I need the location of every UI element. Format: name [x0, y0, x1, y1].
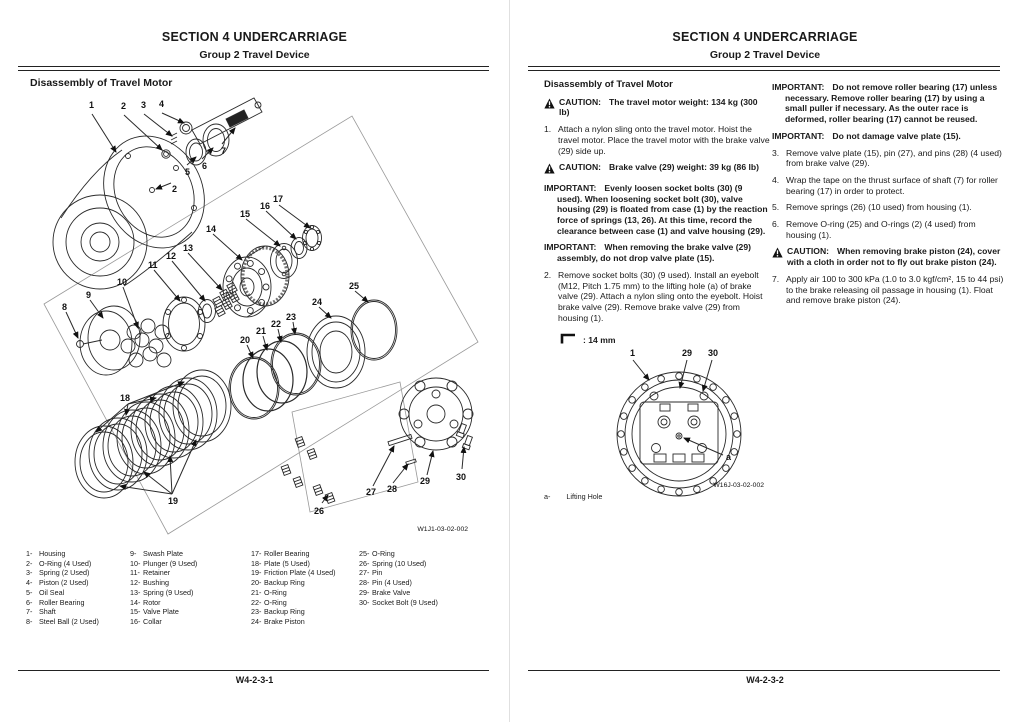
figure-label: 3: [141, 100, 147, 110]
footer-rule: [528, 670, 1000, 671]
part-row: [26, 568, 128, 578]
part-row: [26, 559, 128, 569]
part-number: 25-: [359, 549, 370, 558]
part-name: Roller Bearing: [39, 597, 85, 607]
diagram-linework: [44, 98, 478, 534]
figure-label: 18: [120, 393, 131, 403]
brake-valve-diagram: [576, 344, 808, 514]
step-number: 6.: [772, 219, 780, 230]
warning-triangle-icon: [544, 163, 555, 177]
page-title: Disassembly of Travel Motor: [30, 77, 173, 89]
part-row: [130, 578, 248, 588]
step-text: Wrap the tape on the thrust surface of shaft (7) for roller bearing (17) in order to protect.: [786, 174, 998, 196]
caution-note: [772, 246, 1008, 267]
part-number: 6-: [26, 597, 33, 607]
part-name: Socket Bolt (9 Used): [372, 597, 438, 607]
figure-label: 29: [420, 476, 431, 486]
figure-label: 16: [260, 201, 271, 211]
part-row: [26, 617, 128, 627]
header-section: SECTION 4 UNDERCARRIAGE: [672, 30, 858, 44]
part-number: 18-: [251, 558, 262, 568]
footer-rule: [18, 670, 489, 671]
part-number: 11-: [130, 568, 140, 578]
figure-label: 20: [240, 335, 251, 345]
parts-list-col3: [251, 549, 357, 627]
part-name: Housing: [39, 549, 66, 558]
part-number: 10-: [130, 558, 141, 568]
important-text: Do not remove roller bearing (17) unless necessary. Remove roller bearing (17) by using a small puller if necessary. As the outer race is deformed, roller bearing (17) cannot be reused.: [785, 82, 998, 125]
part-number: 16-: [130, 616, 141, 626]
figure-caption: W1J1-03-02-002: [417, 526, 468, 533]
figure-label: 1: [89, 100, 95, 110]
step-text: Remove socket bolts (30) (9 used). Install an eyebolt (M12, Pitch 1.75 mm) to the lifting hole (a) of brake valve (29). Attach a nylon sling onto the eyebolt. Hoist brake valve (29). Remove brake valve (29) from housing (1).: [558, 269, 763, 323]
part-name: Pin (4 Used): [372, 578, 412, 588]
legend-label: Lifting Hole: [566, 492, 603, 501]
header-group: Group 2 Travel Device: [199, 49, 310, 61]
part-number: 1-: [26, 549, 33, 558]
part-number: 2-: [26, 558, 33, 568]
step-number: 2.: [544, 269, 552, 280]
part-row: [130, 549, 248, 559]
caution-note: [544, 97, 770, 118]
important-text: Do not damage valve plate (15).: [832, 130, 961, 141]
part-number: 12-: [130, 578, 141, 588]
step-item: [772, 219, 1008, 240]
figure-label: a: [726, 452, 732, 462]
figure-label: 14: [206, 224, 217, 234]
part-row: [251, 578, 357, 588]
part-row: [26, 598, 128, 608]
part-row: [130, 598, 248, 608]
part-name: Bushing: [143, 578, 169, 588]
footer-page-number: W4-2-3-1: [235, 675, 274, 685]
figure-label: 28: [387, 484, 398, 494]
part-row: [26, 549, 128, 559]
header-rule: [18, 66, 489, 71]
part-row: [359, 578, 485, 588]
parts-list-col1: [26, 549, 128, 627]
part-name: Oil Seal: [39, 587, 65, 597]
part-row: [359, 549, 485, 559]
part-number: 21-: [251, 587, 262, 597]
step-item: [544, 124, 770, 156]
step-number: 1.: [544, 124, 552, 135]
part-number: 7-: [26, 607, 33, 617]
part-name: Plunger (9 Used): [143, 558, 198, 568]
part-row: [359, 559, 485, 569]
footer-page-number: W4-2-3-2: [746, 675, 784, 685]
part-name: Spring (10 Used): [372, 558, 427, 568]
part-name: Steel Ball (2 Used): [39, 616, 99, 626]
part-name: Plate (5 Used): [264, 558, 310, 568]
part-name: Piston (2 Used): [39, 578, 89, 588]
part-row: [26, 607, 128, 617]
tool-spec-text: : 14 mm: [583, 334, 616, 345]
part-number: 8-: [26, 616, 33, 626]
part-name: Backup Ring: [264, 607, 305, 617]
part-name: Friction Plate (4 Used): [264, 568, 336, 578]
part-name: O-Ring: [264, 587, 287, 597]
part-row: [130, 568, 248, 578]
part-name: Spring (2 Used): [39, 568, 90, 578]
caution-text-wrap: [559, 97, 770, 118]
figure-label: 23: [286, 312, 297, 322]
exploded-diagram: [16, 90, 494, 548]
caution-text-wrap: [559, 162, 759, 177]
step-number: 5.: [772, 202, 780, 213]
step-item: [772, 148, 1008, 169]
part-number: 26-: [359, 558, 370, 568]
part-number: 4-: [26, 578, 33, 588]
part-name: Brake Piston: [264, 616, 305, 626]
part-number: 3-: [26, 568, 33, 578]
part-name: Valve Plate: [143, 607, 179, 617]
step-text: Remove O-ring (25) and O-rings (2) (4 used) from housing (1).: [786, 219, 976, 240]
step-text: Attach a nylon sling onto the travel motor. Hoist the travel motor. Place the travel motor with the brake valve (29) side up.: [558, 124, 770, 156]
caution-label: CAUTION:: [787, 246, 830, 257]
part-number: 24-: [251, 616, 262, 626]
figure-label: 1: [630, 348, 636, 358]
step-number: 4.: [772, 174, 780, 185]
part-row: [130, 617, 248, 627]
header-section: SECTION 4 UNDERCARRIAGE: [161, 30, 348, 44]
part-row: [130, 588, 248, 598]
step-item: [772, 274, 1008, 306]
figure-label: 4: [159, 99, 165, 109]
important-label: IMPORTANT:: [544, 182, 597, 193]
part-name: Rotor: [143, 597, 161, 607]
part-number: 22-: [251, 597, 262, 607]
page-left: [0, 0, 509, 722]
important-note: [544, 183, 770, 237]
figure-label: 12: [166, 251, 177, 261]
part-row: [251, 549, 357, 559]
caution-label: CAUTION:: [559, 162, 602, 173]
important-label: IMPORTANT:: [772, 130, 825, 141]
part-name: Retainer: [143, 568, 171, 578]
part-number: 23-: [251, 607, 262, 617]
part-number: 9-: [130, 549, 137, 558]
figure-label: 11: [148, 260, 158, 270]
figure-caption: W16J-03-02-002: [713, 482, 764, 489]
warning-triangle-icon: [544, 98, 555, 118]
parts-list-col4: [359, 549, 485, 607]
figure-label: 2: [121, 101, 127, 111]
caution-text-wrap: [787, 246, 1008, 267]
important-text: When removing the brake valve (29) assembly, do not drop valve plate (15).: [557, 242, 751, 264]
figure-label: 29: [682, 348, 693, 358]
part-row: [359, 598, 485, 608]
part-name: Pin: [372, 568, 383, 578]
header-group: Group 2 Travel Device: [709, 49, 821, 61]
important-note: [544, 242, 770, 263]
part-name: Collar: [143, 616, 162, 626]
part-row: [251, 617, 357, 627]
figure-label: 24: [312, 297, 323, 307]
part-name: O-Ring: [264, 597, 287, 607]
caution-label: CAUTION:: [559, 96, 602, 107]
part-name: O-Ring (4 Used): [39, 558, 92, 568]
part-row: [359, 588, 485, 598]
important-note: [772, 82, 1008, 125]
part-name: Spring (9 Used): [143, 587, 194, 597]
part-number: 28-: [359, 578, 370, 588]
part-number: 20-: [251, 578, 262, 588]
section-title: Disassembly of Travel Motor: [544, 79, 673, 90]
figure-label: 30: [708, 348, 719, 358]
part-name: O-Ring: [372, 549, 395, 558]
text-column-left: [544, 80, 770, 347]
step-text: Remove valve plate (15), pin (27), and pins (28) (4 used) from brake valve (29).: [786, 147, 1002, 169]
part-number: 19-: [251, 568, 262, 578]
part-name: Swash Plate: [143, 549, 183, 558]
figure-label: 17: [273, 194, 284, 204]
important-note: [772, 131, 1008, 142]
part-row: [130, 559, 248, 569]
step-text: Remove springs (26) (10 used) from housing (1).: [786, 202, 972, 213]
figure-legend: [544, 492, 602, 501]
part-row: [26, 588, 128, 598]
part-number: 5-: [26, 587, 33, 597]
figure-label: 26: [314, 506, 325, 516]
step-item: [772, 175, 1008, 196]
figure-label: 13: [183, 243, 194, 253]
figure-label: 6: [202, 161, 208, 171]
step-text: Apply air 100 to 300 kPa (1.0 to 3.0 kgf/cm², 15 to 44 psi) to the brake releasing oil passage in housing (1). Float and remove brake piston (24).: [786, 273, 1004, 306]
caution-text: Brake valve (29) weight: 39 kg (86 lb): [609, 162, 759, 173]
part-row: [251, 559, 357, 569]
figure-label: 7: [221, 146, 227, 156]
figure-label: 9: [86, 290, 92, 300]
warning-triangle-icon: [772, 247, 783, 267]
part-number: 15-: [130, 607, 141, 617]
step-item: [772, 202, 1008, 213]
part-row: [26, 578, 128, 588]
caution-note: [544, 162, 770, 177]
step-number: 3.: [772, 147, 780, 158]
part-row: [251, 607, 357, 617]
part-number: 13-: [130, 587, 141, 597]
step-item: [544, 270, 770, 324]
figure-label: 19: [168, 496, 179, 506]
part-number: 30-: [359, 597, 370, 607]
part-row: [251, 568, 357, 578]
part-name: Shaft: [39, 607, 56, 617]
caution-text: When removing brake piston (24), cover with a cloth in order not to fly out brake piston (24).: [787, 246, 1001, 268]
part-row: [130, 607, 248, 617]
parts-list-col2: [130, 549, 248, 627]
header-rule: [528, 66, 1000, 71]
part-row: [359, 568, 485, 578]
page-right: [509, 0, 1019, 722]
figure-label: 10: [117, 277, 128, 287]
important-label: IMPORTANT:: [544, 242, 597, 253]
legend-key: a-: [544, 492, 551, 501]
figure-label: 22: [271, 319, 282, 329]
figure-label: 2: [172, 184, 178, 194]
part-name: Brake Valve: [372, 587, 411, 597]
part-number: 17-: [251, 549, 262, 558]
part-number: 14-: [130, 597, 141, 607]
part-number: 27-: [359, 568, 370, 578]
part-row: [251, 598, 357, 608]
step-number: 7.: [772, 273, 780, 284]
important-text: Evenly loosen socket bolts (30) (9 used). When loosening socket bolt (30), valve housing (29) is floated from case (1) by the reaction force of springs (13, 26). At this time, record the clearance between case (1) and valve housing (29).: [557, 182, 768, 236]
figure-label: 5: [185, 167, 191, 177]
part-row: [251, 588, 357, 598]
figure-label: 15: [240, 209, 251, 219]
important-label: IMPORTANT:: [772, 82, 825, 92]
part-number: 29-: [359, 587, 370, 597]
part-name: Backup Ring: [264, 578, 305, 588]
text-column-right: [772, 82, 1008, 306]
caution-text: The travel motor weight: 134 kg (300 lb): [559, 96, 758, 118]
figure-label: 30: [456, 472, 467, 482]
figure-label: 21: [256, 326, 267, 336]
figure-label: 27: [366, 487, 377, 497]
figure-label: 8: [62, 302, 68, 312]
figure-label: 25: [349, 281, 360, 291]
hex-wrench-icon: [560, 333, 576, 347]
part-name: Roller Bearing: [264, 549, 310, 558]
